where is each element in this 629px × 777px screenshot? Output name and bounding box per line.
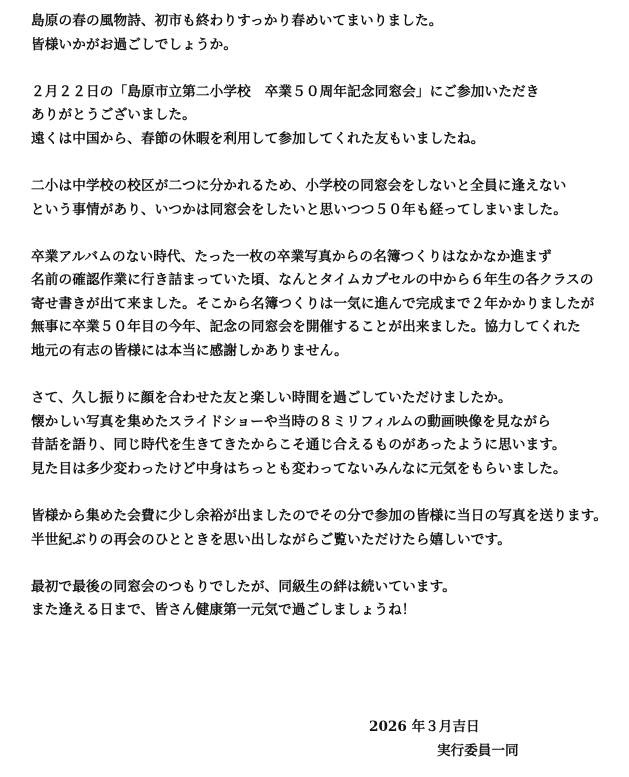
paragraph-thanks bbox=[31, 81, 621, 152]
letter-date: 2026 年３月吉日 bbox=[369, 719, 480, 735]
text-line: 最初で最後の同窓会のつもりでしたが、同級生の絆は続いています。 bbox=[31, 578, 456, 595]
text-line: 皆様から集めた会費に少し余裕が出ましたのでその分で参加の皆様に当日の写真を送ります。 bbox=[31, 508, 608, 524]
text-line: 遠くは中国から、春節の休暇を利用して参加してくれた友もいましたね。 bbox=[31, 130, 485, 147]
paragraph-closing bbox=[31, 576, 621, 623]
letter-body bbox=[31, 10, 621, 646]
text-line: という事情があり、いつかは同窓会をしたいと思いつつ５０年も経ってしまいました。 bbox=[31, 201, 568, 218]
text-line: 卒業アルバムのない時代、たった一枚の卒業写真からの名簿つくりはなかなか進まず bbox=[31, 248, 552, 265]
text-line: また逢える日まで、皆さん健康第一元気で過ごしましょうね！ bbox=[31, 602, 416, 619]
text-line: 島原の春の風物詩、初市も終わりすっかり春めいてまいりました。 bbox=[31, 13, 443, 29]
paragraph-reunion bbox=[31, 387, 621, 481]
text-line: ２月２２日の「島原市立第二小学校 卒業５０周年記念同窓会」にご参加いただき bbox=[31, 83, 540, 100]
text-line: 無事に卒業５０年目の今年、記念の同窓会を開催することが出来ました。協力してくれた bbox=[31, 319, 581, 336]
text-line: 見た目は多少変わったけど中身はちっとも変わってないみんなに元気をもらいました。 bbox=[31, 460, 567, 477]
text-line: 二小は中学校の校区が二つに分かれるため、小学校の同窓会をしないと全員に逢えない bbox=[31, 177, 567, 194]
text-line: 皆様いかがお過ごしでしょうか。 bbox=[31, 36, 238, 53]
paragraph-preparation bbox=[31, 246, 621, 364]
text-line: 地元の有志の皆様には本当に感謝しかありません。 bbox=[31, 343, 348, 360]
text-line: 名前の確認作業に行き詰まっていた頃、なんとタイムカプセルの中から６年生の各クラスの bbox=[31, 272, 594, 289]
text-line: 半世紀ぶりの再会のひとときを思い出しながらご覧いただけたら嬉しいです。 bbox=[31, 531, 511, 548]
letter-signature: 実行委員一同 bbox=[437, 743, 519, 759]
text-line: 昔話を語り、同じ時代を生きてきたからこそ通じ合えるものがあったように思います。 bbox=[31, 437, 566, 454]
text-line: さて、久し振りに顔を合わせた友と楽しい時間を過ごしていただけましたか。 bbox=[31, 390, 512, 407]
paragraph-background bbox=[31, 175, 621, 222]
paragraph-photos bbox=[31, 505, 621, 552]
text-line: 懐かしい写真を集めたスライドショーや当時の８ミリフィルムの動画映像を見ながら bbox=[31, 413, 551, 430]
text-line: 寄せ書きが出て来ました。そこから名簿つくりは一気に進んで完成まで２年かかりましたが bbox=[31, 295, 595, 312]
paragraph-greeting bbox=[31, 10, 621, 57]
text-line: ありがとうございました。 bbox=[31, 107, 196, 124]
